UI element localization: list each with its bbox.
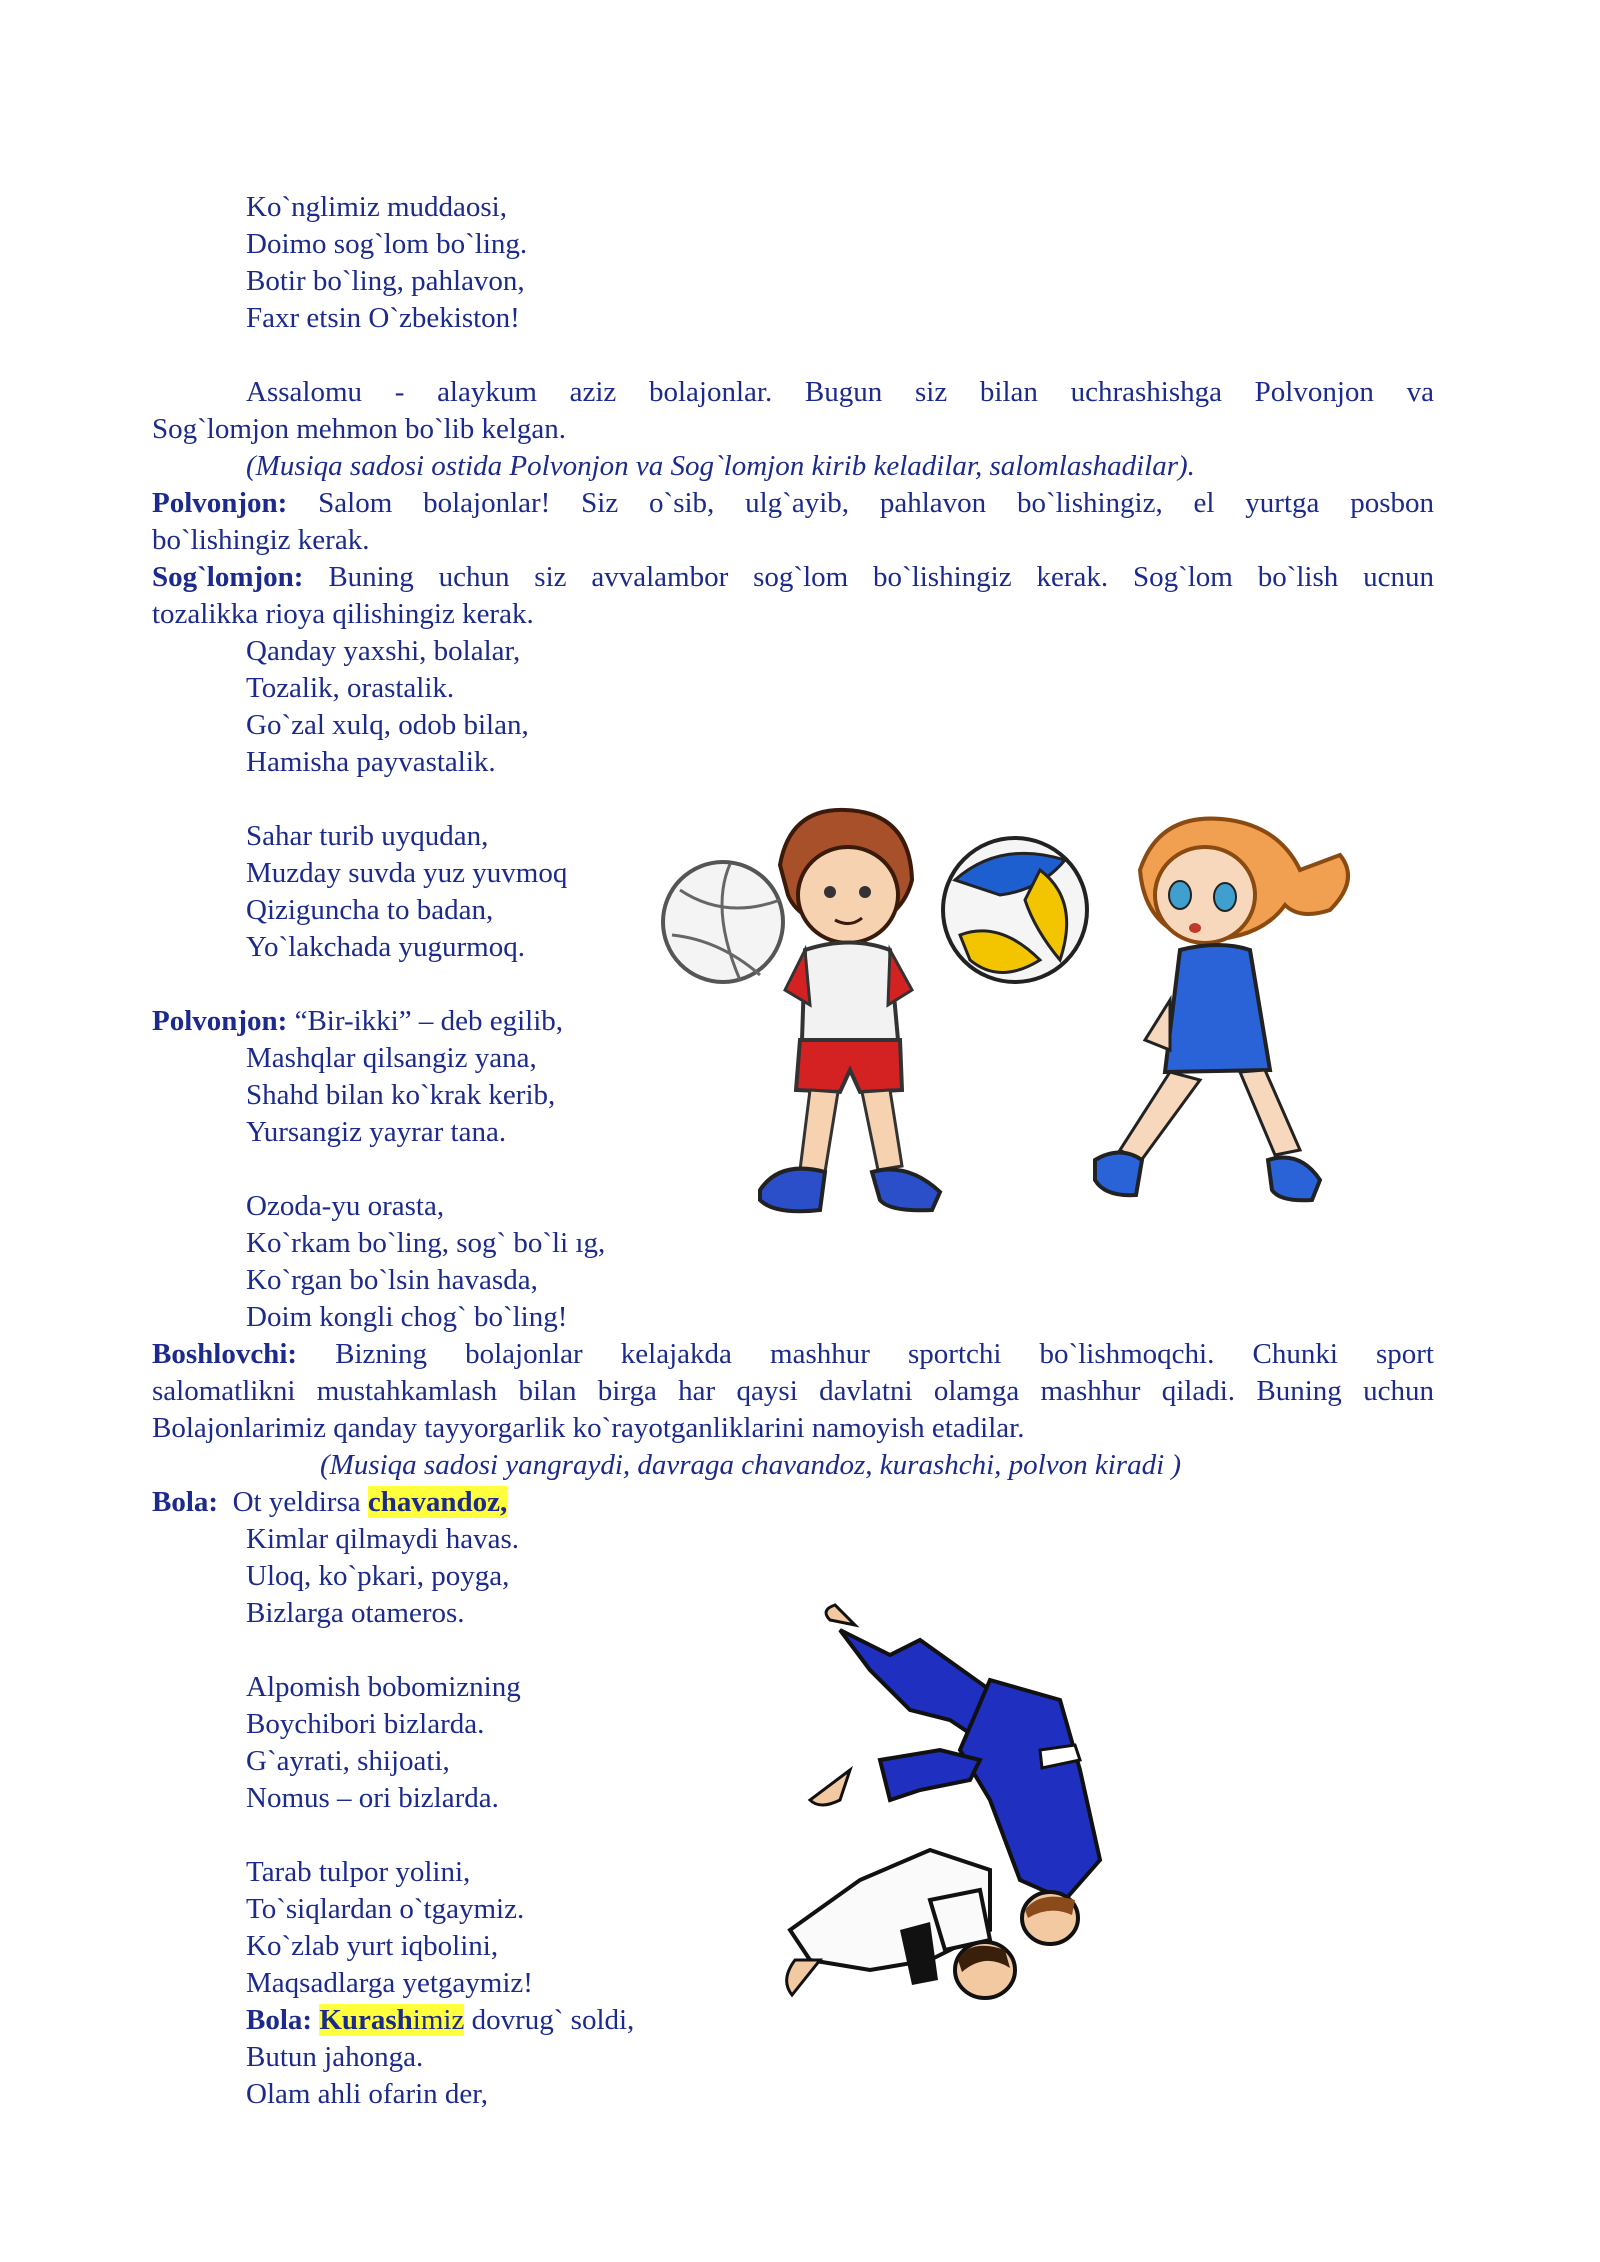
poem-line: Alpomish bobomizning <box>246 1671 521 1703</box>
poem-line: Ko`nglimiz muddaosi, <box>246 191 507 223</box>
poem-line: Doim kongli chog` bo`ling! <box>246 1301 568 1333</box>
dialogue-line: tozalikka rioya qilishingiz kerak. <box>152 598 534 630</box>
poem-line: Butun jahonga. <box>246 2041 424 2073</box>
poem-line: To`siqlardan o`tgaymiz. <box>246 1893 525 1925</box>
dialogue-text: Salom bolajonlar! Siz o`sib, ulg`ayib, pahlavon bo`lishingiz, el yurtga posbon <box>287 487 1434 519</box>
poem-line: G`ayrati, shijoati, <box>246 1745 450 1777</box>
blue-yellow-volleyball-icon <box>943 838 1087 982</box>
poem-line: Hamisha payvastalik. <box>246 746 496 778</box>
highlighted-word: Kurash <box>319 2004 413 2036</box>
poem-line: Yo`lakchada yugurmoq. <box>246 931 525 963</box>
stage-direction: (Musiqa sadosi yangraydi, davraga chavandoz, kurashchi, polvon kiradi ) <box>320 1449 1182 1481</box>
dialogue-text: Bizning bolajonlar kelajakda mashhur sportchi bo`lishmoqchi. Chunki sport <box>297 1338 1434 1370</box>
poem-line: Kimlar qilmaydi havas. <box>246 1523 520 1555</box>
poem-line: Ozoda-yu orasta, <box>246 1190 445 1222</box>
stage-direction: (Musiqa sadosi ostida Polvonjon va Sog`lomjon kirib keladilar, salomlashadilar). <box>246 450 1195 482</box>
poem-line: Shahd bilan ko`krak kerib, <box>246 1079 556 1111</box>
poem-line: Bizlarga otameros. <box>246 1597 465 1629</box>
dialogue-line <box>152 1336 1434 1373</box>
dialogue-line <box>152 485 1434 522</box>
dialogue-text: Buning uchun siz avvalambor sog`lom bo`lishingiz kerak. Sog`lom bo`lish ucnun <box>303 561 1434 593</box>
speaker-name: Bola: <box>152 1486 219 1518</box>
poem-line: Faxr etsin O`zbekiston! <box>246 302 520 334</box>
highlighted-word: chavandoz, <box>367 1486 508 1518</box>
volleyball-kids-illustration <box>640 800 1410 1240</box>
dialogue-text: Ot yeldirsa <box>218 1486 368 1518</box>
poem-line: Nomus – ori bizlarda. <box>246 1782 499 1814</box>
speaker-name: Polvonjon: <box>152 1005 288 1037</box>
dialogue-line: salomatlikni mustahkamlash bilan birga har qaysi davlatni olamga mashhur qiladi. Buning uchun <box>152 1375 1434 1407</box>
dialogue-line <box>152 1484 507 1521</box>
white-volleyball-icon <box>663 862 783 982</box>
poem-line: Doimo sog`lom bo`ling. <box>246 228 528 260</box>
poem-line: Qiziguncha to badan, <box>246 894 494 926</box>
dialogue-line: Bolajonlarimiz qanday tayyorgarlik ko`rayotganliklarini namoyish etadilar. <box>152 1412 1025 1444</box>
poem-line: Go`zal xulq, odob bilan, <box>246 709 529 741</box>
poem-line: Uloq, ko`pkari, poyga, <box>246 1560 510 1592</box>
intro-line: Assalomu - alaykum aziz bolajonlar. Bugun siz bilan uchrashishga Polvonjon va <box>246 376 1434 408</box>
boy-player-figure <box>760 810 940 1211</box>
poem-line: Maqsadlarga yetgaymiz! <box>246 1967 533 1999</box>
poem-line: Mashqlar qilsangiz yana, <box>246 1042 537 1074</box>
poem-line: Tozalik, orastalik. <box>246 672 455 704</box>
white-judoka-figure <box>787 1850 1015 1998</box>
speaker-name: Boshlovchi: <box>152 1338 298 1370</box>
girl-player-figure <box>1095 819 1348 1201</box>
poem-line: Ko`rkam bo`ling, sog` bo`li ıg, <box>246 1227 606 1259</box>
poem-line: Sahar turib uyqudan, <box>246 820 489 852</box>
dialogue-line: bo`lishingiz kerak. <box>152 524 370 556</box>
speaker-name: Bola: <box>246 2004 313 2036</box>
dialogue-text: “Bir-ikki” – deb egilib, <box>287 1005 563 1037</box>
dialogue-line <box>246 2002 634 2039</box>
poem-line: Ko`zlab yurt iqbolini, <box>246 1930 499 1962</box>
poem-line: Tarab tulpor yolini, <box>246 1856 471 1888</box>
poem-line: Ko`rgan bo`lsin havasda, <box>246 1264 538 1296</box>
poem-line: Boychibori bizlarda. <box>246 1708 485 1740</box>
judo-wrestlers-illustration <box>780 1600 1200 2020</box>
dialogue-line <box>152 1003 563 1040</box>
poem-line: Qanday yaxshi, bolalar, <box>246 635 521 667</box>
speaker-name: Polvonjon: <box>152 487 288 519</box>
highlighted-suffix: imiz <box>412 2004 465 2036</box>
dialogue-text: dovrug` soldi, <box>464 2004 635 2036</box>
poem-line: Yursangiz yayrar tana. <box>246 1116 507 1148</box>
speaker-name: Sog`lomjon: <box>152 561 304 593</box>
poem-line: Botir bo`ling, pahlavon, <box>246 265 525 297</box>
dialogue-line <box>152 559 1434 596</box>
intro-line: Sog`lomjon mehmon bo`lib kelgan. <box>152 413 567 445</box>
poem-line: Muzday suvda yuz yuvmoq <box>246 857 568 889</box>
poem-line: Olam ahli ofarin der, <box>246 2078 489 2110</box>
